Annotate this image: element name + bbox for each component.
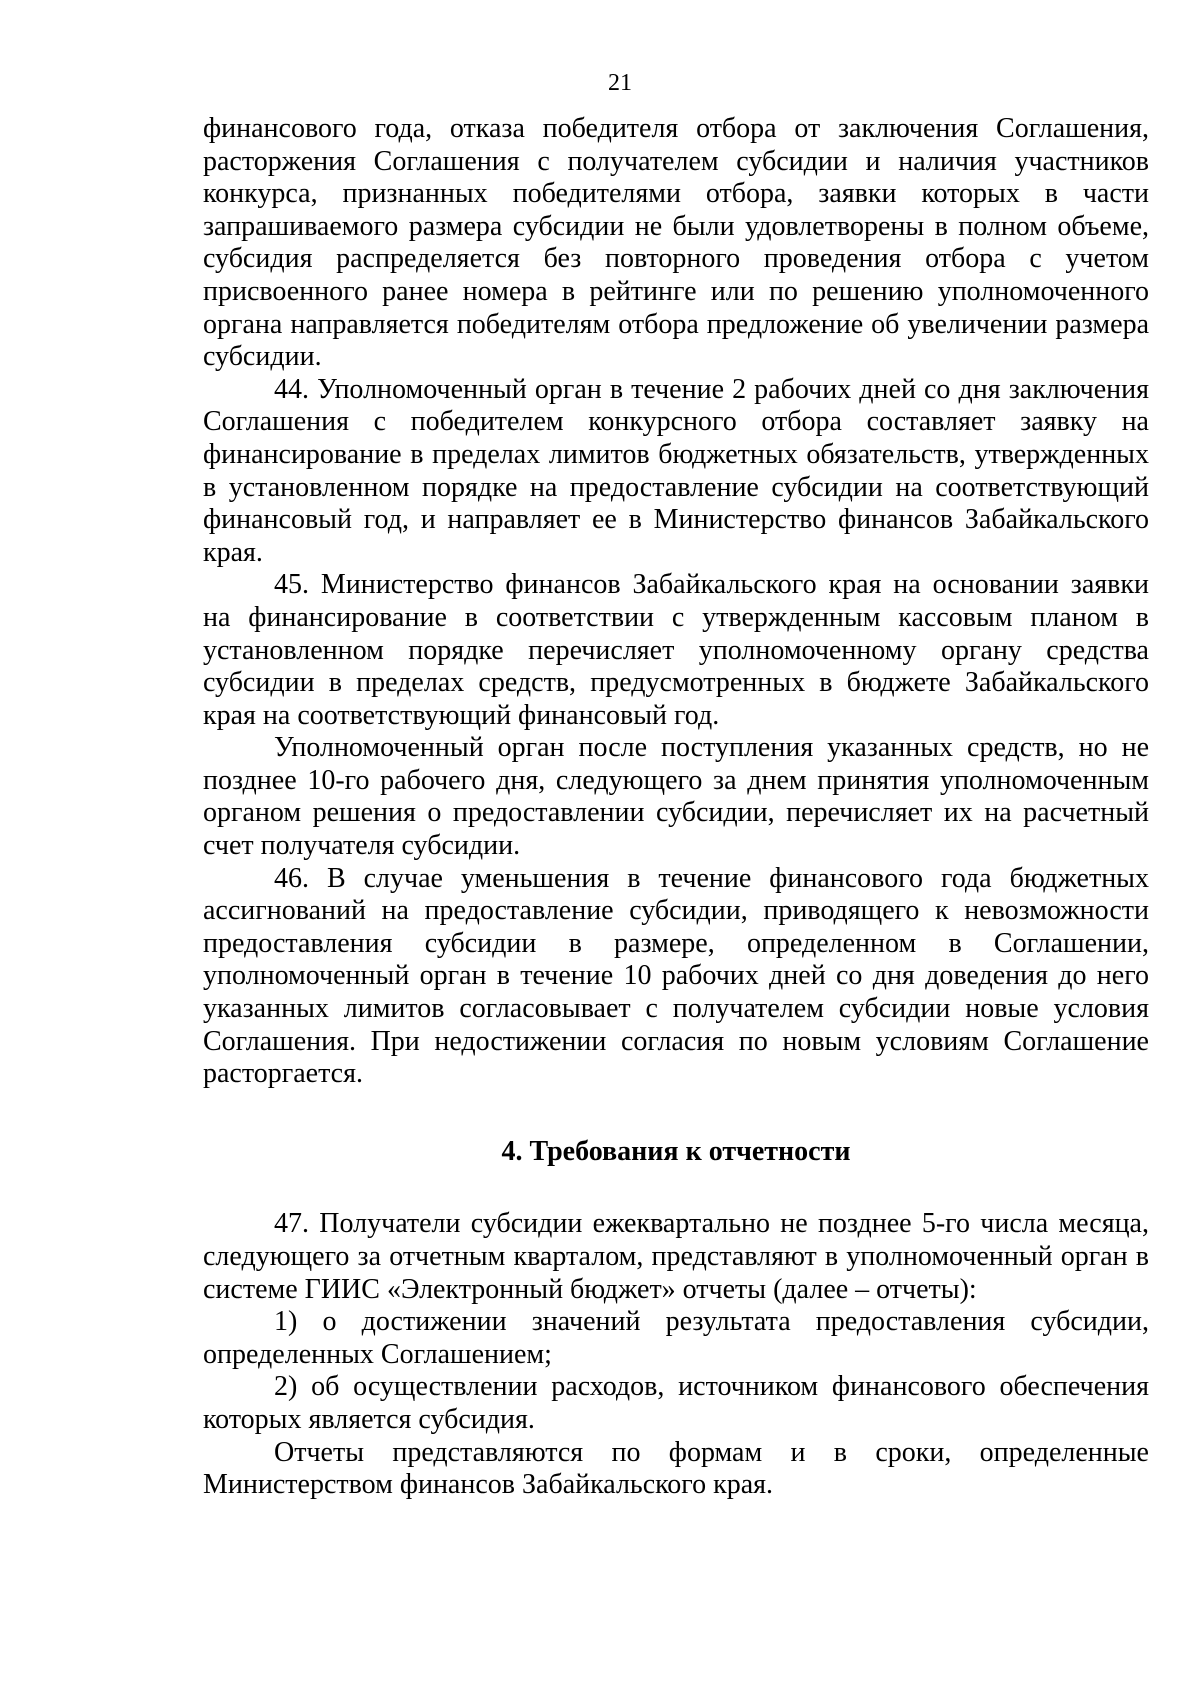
section-heading: 4. Требования к отчетности: [501, 1135, 851, 1167]
paragraph-44: 44. Уполномоченный орган в течение 2 рабочих дней со дня заключения Соглашения с победителем конкурсного отбора составляет заявку на финансирование в пределах лимитов бюджетных обязательств, утвержденных в установленном порядке на предоставление субсидии на соответствующий финансовый год, и направляет ее в Министерство финансов Забайкальского края.: [203, 373, 1149, 568]
document-body: [203, 113, 1149, 1502]
paragraph-45: 45. Министерство финансов Забайкальского края на основании заявки на финансирование в соответствии с утвержденным кассовым планом в установленном порядке перечисляет уполномоченному органу средства субсидии в пределах средств, предусмотренных в бюджете Забайкальского края на соответствующий финансовый год.: [203, 569, 1149, 731]
paragraph-46: 46. В случае уменьшения в течение финансового года бюджетных ассигнований на предоставление субсидии, приводящего к невозможности предоставления субсидии в размере, определенном в Соглашении, уполномоченный орган в течение 10 рабочих дней со дня доведения до него указанных лимитов согласовывает с получателем субсидии новые условия Соглашения. При недостижении согласия по новым условиям Соглашение расторгается.: [203, 862, 1149, 1090]
paragraph-47: 47. Получатели субсидии ежеквартально не позднее 5-го числа месяца, следующего за отчетным кварталом, представляют в уполномоченный орган в системе ГИИС «Электронный бюджет» отчеты (далее – отчеты):: [203, 1208, 1149, 1305]
list-item-1: 1) о достижении значений результата предоставления субсидии, определенных Соглашением;: [203, 1306, 1149, 1370]
paragraph-continuation: финансового года, отказа победителя отбора от заключения Соглашения, расторжения Соглашения с получателем субсидии и наличия участников конкурса, признанных победителями отбора, заявки которых в части запрашиваемого размера субсидии не были удовлетворены в полном объеме, субсидия распределяется без повторного проведения отбора с учетом присвоенного ранее номера в рейтинге или по решению уполномоченного органа направляется победителям отбора предложение об увеличении размера субсидии.: [203, 113, 1149, 373]
paragraph-45-continued: Уполномоченный орган после поступления указанных средств, но не позднее 10-го рабочего дня, следующего за днем принятия уполномоченным органом решения о предоставлении субсидии, перечисляет их на расчетный счет получателя субсидии.: [203, 732, 1149, 862]
list-item-2: 2) об осуществлении расходов, источником финансового обеспечения которых является субсидия.: [203, 1371, 1149, 1435]
paragraph-reports-forms: Отчеты представляются по формам и в сроки, определенные Министерством финансов Забайкальского края.: [203, 1436, 1149, 1501]
page-number: 21: [608, 70, 632, 96]
